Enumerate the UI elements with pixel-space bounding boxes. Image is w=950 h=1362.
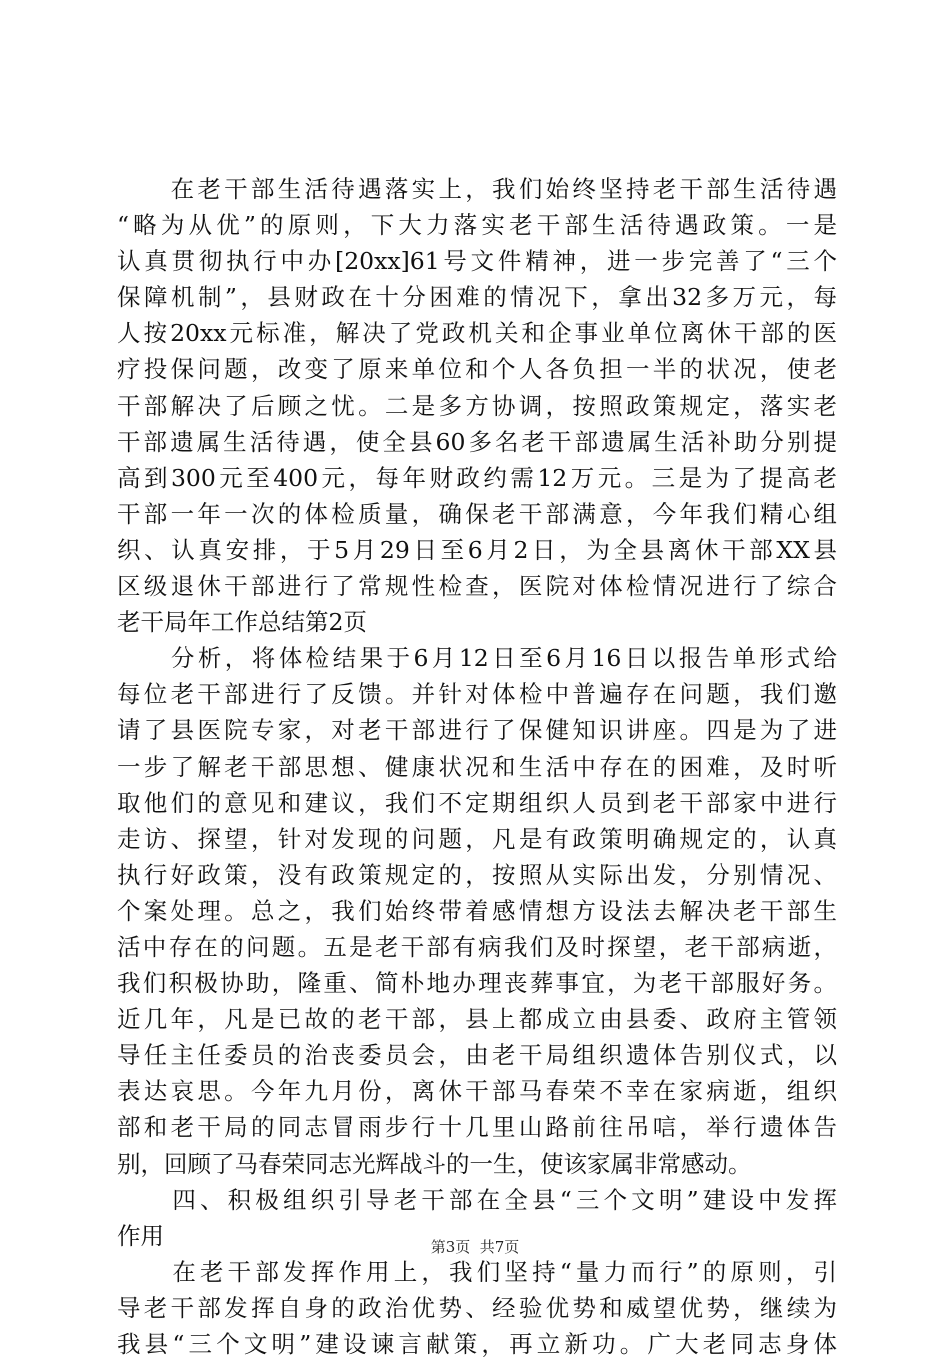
text-line: 在老干部发挥作用上，我们坚持“量力而行”的原则，引 xyxy=(117,1257,837,1286)
text-line: 我县“三个文明”建设谏言献策，再立新功。广大老同志身体 xyxy=(117,1330,837,1358)
text-line: 导任主任委员的治丧委员会，由老干局组织遗体告别仪式，以 xyxy=(117,1041,837,1070)
text-line: 每位老干部进行了反馈。并针对体检中普遍存在问题，我们邀 xyxy=(117,680,837,709)
text-line: 高到300元至400元，每年财政约需12万元。三是为了提高老 xyxy=(117,463,837,492)
text-line: 执行好政策，没有政策规定的，按照从实际出发，分别情况、 xyxy=(117,860,837,889)
page-footer: 第3页 共7页 xyxy=(430,1238,520,1256)
text-line: 活中存在的问题。五是老干部有病我们及时探望，老干部病逝， xyxy=(117,932,837,961)
text-line: 区级退休干部进行了常规性检查，医院对体检情况进行了综合 xyxy=(117,572,837,601)
text-line: 干部遗属生活待遇，使全县60多名老干部遗属生活补助分别提 xyxy=(117,427,837,456)
text-line: 保障机制”，县财政在十分困难的情况下，拿出32多万元，每 xyxy=(117,283,837,312)
text-line: 干部解决了后顾之忧。二是多方协调，按照政策规定，落实老 xyxy=(117,391,837,420)
text-line: 在老干部生活待遇落实上，我们始终坚持老干部生活待遇 xyxy=(117,175,837,203)
text-line: 织、认真安排，于5月29日至6月2日，为全县离休干部XX县 xyxy=(117,535,837,564)
text-line: 表达哀思。今年九月份，离休干部马春荣不幸在家病逝，组织 xyxy=(117,1077,837,1106)
text-line: 近几年，凡是已故的老干部，县上都成立由县委、政府主管领 xyxy=(117,1005,837,1034)
text-line: “略为从优”的原则，下大力落实老干部生活待遇政策。一是 xyxy=(117,211,837,240)
text-line: 老干局年工作总结第2页 xyxy=(117,608,367,637)
text-line: 我们积极协助，隆重、简朴地办理丧葬事宜，为老干部服好务。 xyxy=(117,969,837,998)
text-line: 作用 xyxy=(117,1221,164,1250)
text-line: 请了县医院专家，对老干部进行了保健知识讲座。四是为了进 xyxy=(117,716,837,745)
text-line: 取他们的意见和建议，我们不定期组织人员到老干部家中进行 xyxy=(117,788,837,817)
text-line: 走访、探望，针对发现的问题，凡是有政策明确规定的，认真 xyxy=(117,824,837,853)
text-line: 干部一年一次的体检质量，确保老干部满意，今年我们精心组 xyxy=(117,499,837,528)
text-line: 疗投保问题，改变了原来单位和个人各负担一半的状况，使老 xyxy=(117,355,837,384)
text-line: 个案处理。总之，我们始终带着感情想方设法去解决老干部生 xyxy=(117,896,837,925)
text-line: 一步了解老干部思想、健康状况和生活中存在的困难，及时听 xyxy=(117,752,837,781)
text-line: 分析，将体检结果于6月12日至6月16日以报告单形式给 xyxy=(117,644,837,673)
text-line: 认真贯彻执行中办[20xx]61号文件精神，进一步完善了“三个 xyxy=(117,247,837,276)
text-line: 部和老干局的同志冒雨步行十几里山路前往吊唁，举行遗体告 xyxy=(117,1113,837,1142)
body-text xyxy=(117,171,837,1362)
text-line: 四、积极组织引导老干部在全县“三个文明”建设中发挥 xyxy=(117,1185,837,1214)
text-line: 导老干部发挥自身的政治优势、经验优势和威望优势，继续为 xyxy=(117,1293,837,1322)
text-line: 别，回顾了马春荣同志光辉战斗的一生，使该家属非常感动。 xyxy=(117,1149,752,1178)
text-line: 人按20xx元标准，解决了党政机关和企事业单位离休干部的医 xyxy=(117,319,837,348)
